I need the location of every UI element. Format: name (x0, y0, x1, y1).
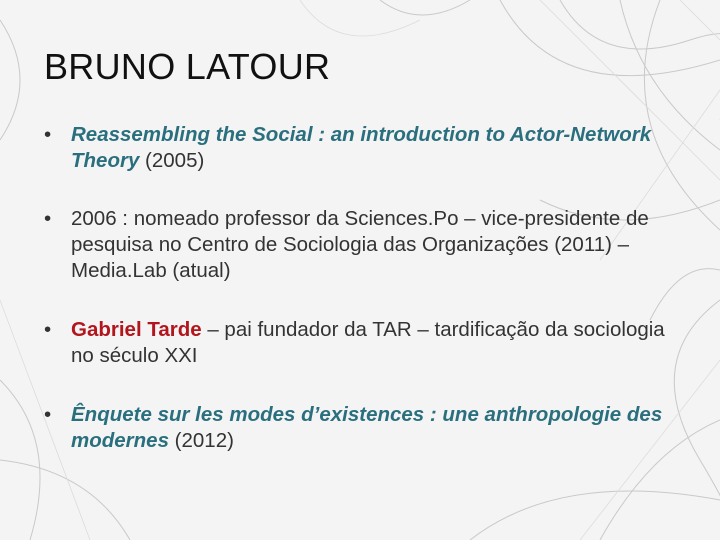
book-title: Reassembling the Social : an introduction to Actor-Network Theory (71, 123, 652, 172)
bullet-marker: • (44, 403, 52, 426)
book-year: (2005) (139, 149, 205, 172)
book-title: Ênquete sur les modes d’existences : une anthropologie des modernes (71, 403, 663, 452)
bullet-list (44, 122, 684, 454)
bullet-enquete (44, 402, 684, 454)
bullet-text: – pai fundador da TAR – tardificação da sociologia no século XXI (71, 318, 665, 367)
bullet-tarde (44, 317, 684, 369)
bullet-sciencespo (44, 206, 684, 284)
bullet-marker: • (44, 207, 52, 230)
bullet-marker: • (44, 123, 52, 146)
book-year: (2012) (168, 429, 234, 452)
bullet-text: 2006 : nomeado professor da Sciences.Po – vice-presidente de pesquisa no Centro de Sociologia das Organizações (2011) – Media.Lab (atual) (71, 207, 649, 282)
slide-title: BRUNO LATOUR (44, 46, 331, 87)
bullet-reassembling (44, 122, 684, 174)
bullet-marker: • (44, 318, 52, 341)
person-name: Gabriel Tarde (71, 318, 202, 341)
